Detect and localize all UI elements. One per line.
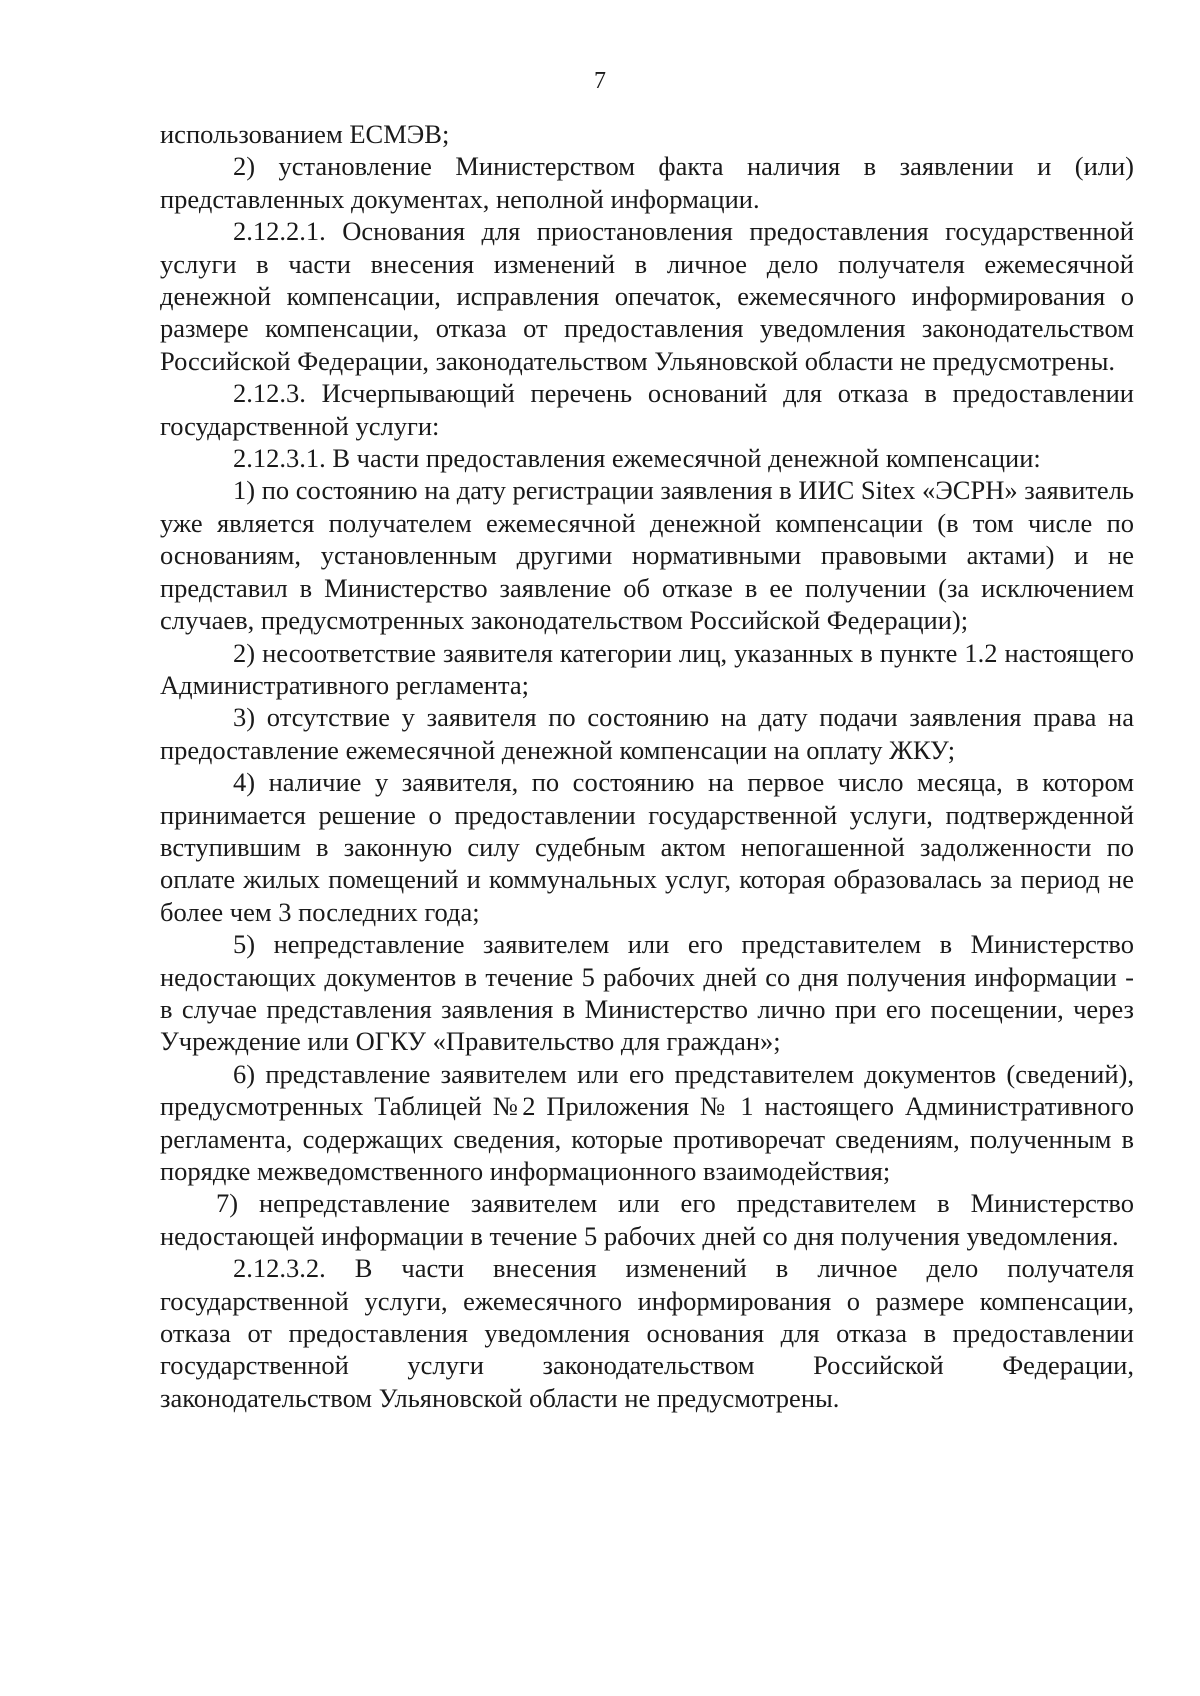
list-item-4: 4) наличие у заявителя, по состоянию на первое число месяца, в котором принимается решение о предоставлении государственной услуги, подтвержденной вступившим в законную силу судебным актом непогашенной задолженности по оплате жилых помещений и коммунальных услуг, которая образовалась за период не более чем 3 последних года; bbox=[160, 767, 1134, 927]
paragraph-2-12-2-1: 2.12.2.1. Основания для приостановления предоставления государственной услуги в части внесения изменений в личное дело получателя ежемесячной денежной компенсации, исправления опечаток, ежемесячного информирования о размере компенсации, отказа от предоставления уведомления законодательством Российской Федерации, законодательством Ульяновской области не предусмотрены. bbox=[160, 216, 1134, 376]
list-item-1: 1) по состоянию на дату регистрации заявления в ИИС Sitex «ЭСРН» заявитель уже является получателем ежемесячной денежной компенсации (в том числе по основаниям, установленным другими нормативными правовыми актами) и не представил в Министерство заявление об отказе в ее получении (за исключением случаев, предусмотренных законодательством Российской Федерации); bbox=[160, 475, 1134, 636]
page-number: 7 bbox=[594, 68, 606, 94]
list-item-2: 2) несоответствие заявителя категории лиц, указанных в пункте 1.2 настоящего Административного регламента; bbox=[160, 637, 1134, 700]
paragraph-2-12-3-1: 2.12.3.1. В части предоставления ежемесячной денежной компенсации: bbox=[233, 443, 1041, 474]
document-body bbox=[160, 118, 1134, 1414]
paragraph-continuation: использованием ЕСМЭВ; bbox=[160, 119, 450, 149]
list-item-7: 7) непредставление заявителем или его представителем в Министерство недостающей информации в течение 5 рабочих дней со дня получения уведомления. bbox=[160, 1188, 1134, 1251]
paragraph-item-2: 2) установление Министерством факта наличия в заявлении и (или) представленных документах, неполной информации. bbox=[160, 151, 1134, 214]
paragraph-2-12-3: 2.12.3. Исчерпывающий перечень оснований для отказа в предоставлении государственной услуги: bbox=[160, 378, 1134, 441]
list-item-3: 3) отсутствие у заявителя по состоянию на дату подачи заявления права на предоставление ежемесячной денежной компенсации на оплату ЖКУ; bbox=[160, 702, 1134, 765]
list-item-5: 5) непредставление заявителем или его представителем в Министерство недостающих документов в течение 5 рабочих дней со дня получения информации - в случае представления заявления в Министерство лично при его посещении, через Учреждение или ОГКУ «Правительство для граждан»; bbox=[160, 929, 1134, 1057]
list-item-6: 6) представление заявителем или его представителем документов (сведений), предусмотренных Таблицей №2 Приложения № 1 настоящего Административного регламента, содержащих сведения, которые противоречат сведениям, полученным в порядке межведомственного информационного взаимодействия; bbox=[160, 1058, 1134, 1186]
paragraph-2-12-3-2: 2.12.3.2. В части внесения изменений в личное дело получателя государственной услуги, ежемесячного информирования о размере компенсации, отказа от предоставления уведомления основания для отказа в предоставлении государственной услуги законодательством Российской Федерации, законодательством Ульяновской области не предусмотрены. bbox=[160, 1253, 1134, 1413]
